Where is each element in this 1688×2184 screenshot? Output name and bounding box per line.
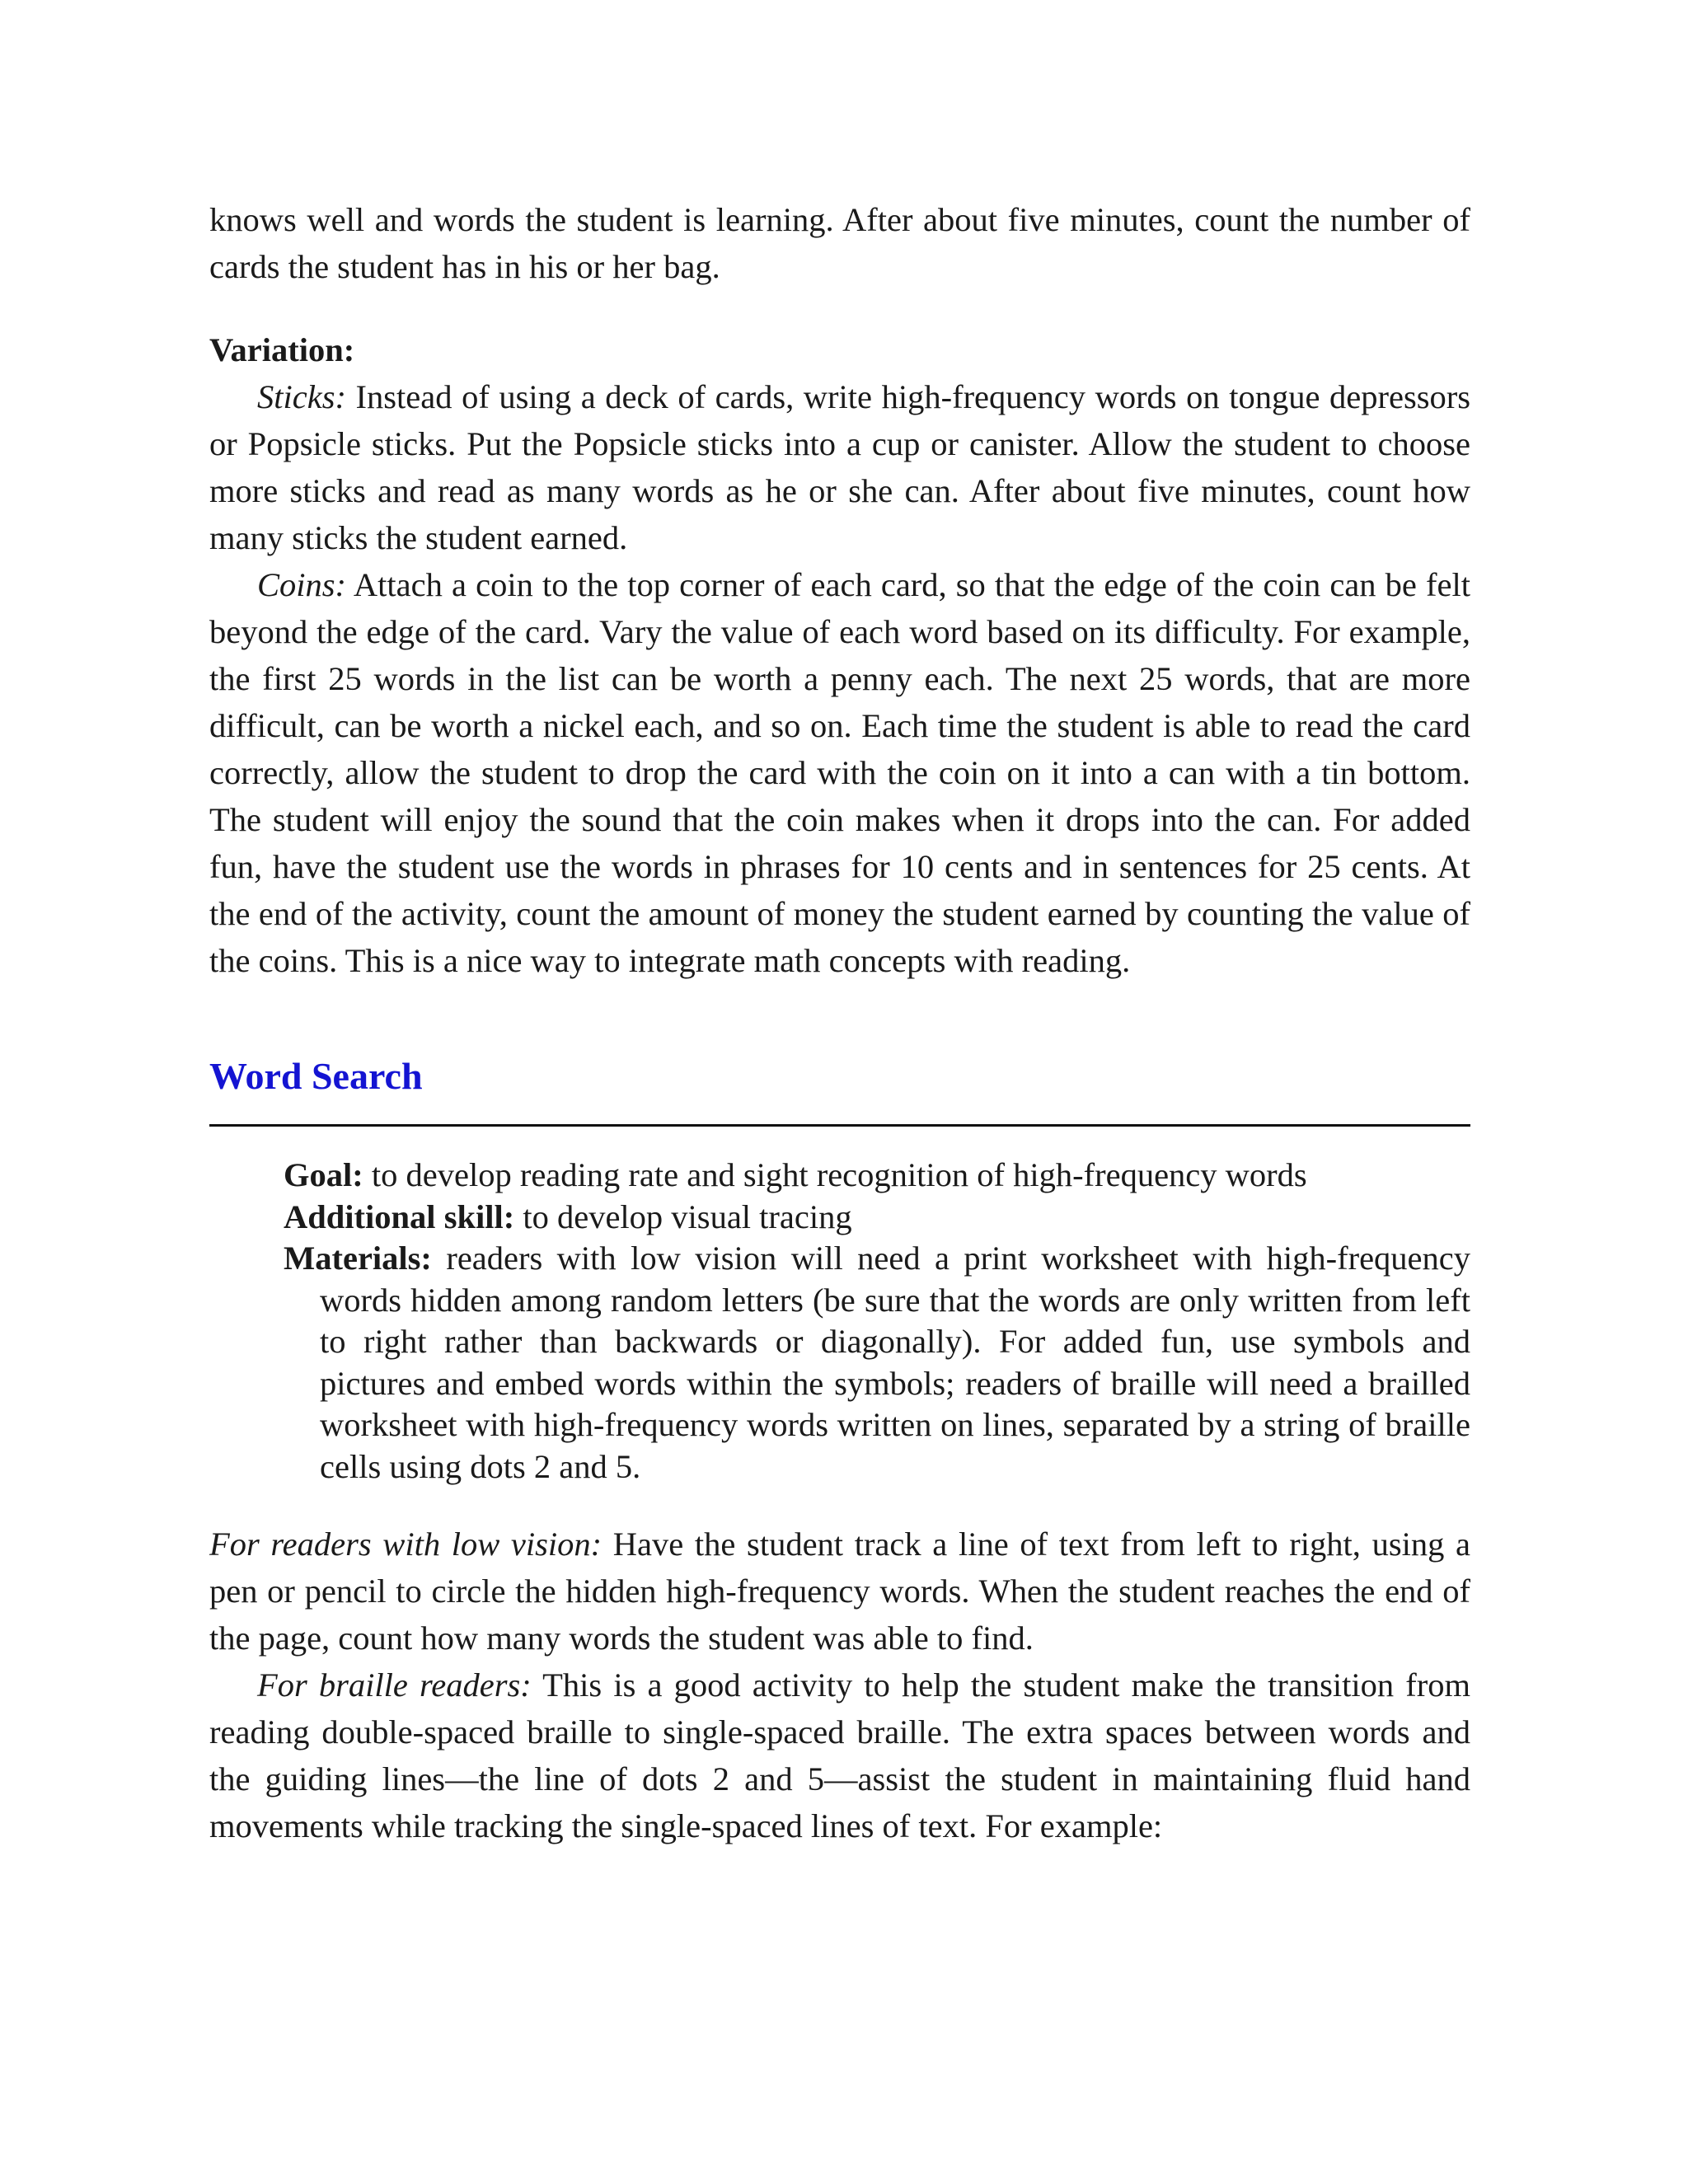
additional-skill-label: Additional skill: xyxy=(284,1197,515,1235)
additional-skill-text: to develop visual tracing xyxy=(514,1197,852,1235)
braille-text: This is a good activity to help the student make the transition from reading double-spaced braille to single-spaced braille. The extra spaces between words and the guiding lines—the line of dots 2 and 5—assist the student in maintaining fluid hand movements while tracking the single-spaced lines of text. For example: xyxy=(209,1666,1470,1844)
low-vision-paragraph xyxy=(209,1521,1470,1661)
goal-text: to develop reading rate and sight recognition of high-frequency words xyxy=(363,1156,1307,1193)
coins-paragraph xyxy=(209,561,1470,984)
spacer xyxy=(209,290,1470,326)
sticks-text: Instead of using a deck of cards, write high-frequency words on tongue depressors or Popsicle sticks. Put the Popsicle sticks into a cup or canister. Allow the student to choose more sticks and read as many words as he or she can. After about five minutes, count how many sticks the student earned. xyxy=(209,378,1470,556)
materials-label: Materials: xyxy=(284,1240,432,1277)
sticks-paragraph xyxy=(209,373,1470,561)
materials-line xyxy=(284,1238,1470,1488)
intro-paragraph: knows well and words the student is learning. After about five minutes, count the number of cards the student has in his or her bag. xyxy=(209,201,1470,285)
section-divider xyxy=(209,1124,1470,1127)
spacer xyxy=(209,1488,1470,1521)
goal-block xyxy=(284,1155,1470,1488)
low-vision-text: Have the student track a line of text from left to right, using a pen or pencil to circle the hidden high-frequency words. When the student reaches the end of the page, count how many words the student was able to find. xyxy=(209,1526,1470,1657)
materials-text: readers with low vision will need a print worksheet with high-frequency words hidden among random letters (be sure that the words are only written from left to right rather than backwards or diagonally). For added fun, use symbols and pictures and embed words within the symbols; readers of braille will need a brailled worksheet with high-frequency words written on lines, separated by a string of braille cells using dots 2 and 5. xyxy=(320,1240,1470,1485)
variation-heading: Variation: xyxy=(209,331,355,368)
goal-label: Goal: xyxy=(284,1156,363,1193)
braille-label: For braille readers: xyxy=(257,1666,532,1704)
section-title-word-search: Word Search xyxy=(209,1055,423,1097)
page-content xyxy=(209,196,1470,1849)
additional-skill-line xyxy=(284,1197,1470,1239)
low-vision-label: For readers with low vision: xyxy=(209,1526,603,1563)
spacer xyxy=(209,984,1470,1052)
coins-text: Attach a coin to the top corner of each card, so that the edge of the coin can be felt beyond the edge of the card. Vary the value of each word based on its difficulty. For example, the first 25 words in the list can be worth a penny each. The next 25 words, that are more difficult, can be worth a nickel each, and so on. Each time the student is able to read the card correctly, allow the student to drop the card with the coin on it into a can with a tin bottom. The student will enjoy the sound that the coin makes when it drops into the can. For added fun, have the student use the words in phrases for 10 cents and in sentences for 25 cents. At the end of the activity, count the amount of money the student earned by counting the value of the coins. This is a nice way to integrate math concepts with reading. xyxy=(209,566,1470,979)
braille-paragraph xyxy=(209,1661,1470,1849)
coins-label: Coins: xyxy=(257,566,347,603)
goal-line xyxy=(284,1155,1470,1197)
sticks-label: Sticks: xyxy=(257,378,346,415)
